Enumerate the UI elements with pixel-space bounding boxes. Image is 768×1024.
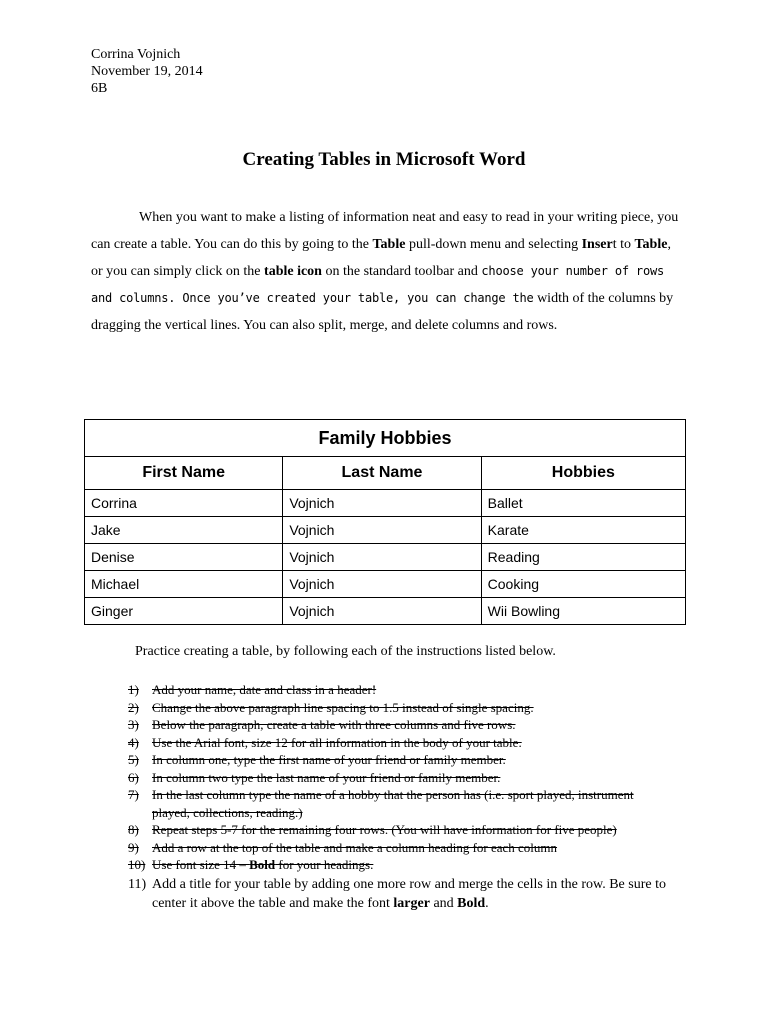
- step-text: Change the above paragraph line spacing to 1.5 instead of single spacing.: [152, 699, 534, 715]
- paragraph-text: pull-down menu and selecting: [405, 237, 582, 252]
- table-row: [85, 544, 686, 571]
- paragraph-text-alt-font: choose your number of rows and columns. Once you’ve created your table, you can change the: [91, 264, 665, 305]
- list-item: [128, 875, 668, 913]
- step-text-part: Use font size 14 –: [152, 857, 250, 872]
- list-item: [128, 681, 668, 699]
- list-item: [128, 839, 668, 857]
- document-date: November 19, 2014: [91, 64, 203, 79]
- paragraph-bold: Table: [372, 237, 406, 252]
- paragraph-text: t to: [612, 237, 635, 252]
- paragraph-bold: table icon: [264, 264, 322, 279]
- table-cell: Corrina: [85, 490, 283, 517]
- step-number: 1): [128, 682, 139, 697]
- instructions-intro: Practice creating a table, by following each of the instructions listed below.: [135, 644, 556, 659]
- step-text: Add a row at the top of the table and make a column heading for each column: [152, 839, 558, 855]
- step-text-bold: Bold: [457, 895, 486, 911]
- step-text: Add your name, date and class in a header!: [152, 682, 377, 697]
- list-item: [128, 751, 668, 769]
- page-title: Creating Tables in Microsoft Word: [242, 149, 526, 170]
- column-header-first-name: First Name: [85, 457, 283, 490]
- step-number: 2): [128, 699, 139, 715]
- step-text-part: and: [429, 895, 458, 911]
- step-text-part: .: [485, 895, 489, 911]
- step-number: 6): [128, 769, 139, 785]
- paragraph-text: , or you can simply click on the: [91, 237, 671, 279]
- document-header: [91, 46, 203, 97]
- step-text-part: Add a title for your table by adding one more row and merge the cells in the row. Be sure to center it above the table and make the font: [152, 876, 666, 911]
- table-cell: Michael: [85, 571, 283, 598]
- step-text: [152, 875, 668, 913]
- table-row: [85, 490, 686, 517]
- paragraph-text: When you want to make a listing of information neat and easy to read in your writing piece, you can create a table. You can do this by going to the: [91, 210, 679, 252]
- step-number: 10): [128, 857, 146, 872]
- table-cell: Karate: [481, 517, 685, 544]
- step-text: Repeat steps 5-7 for the remaining four rows. (You will have information for five people): [152, 822, 617, 837]
- table-cell: Denise: [85, 544, 283, 571]
- step-text: In column one, type the first name of your friend or family member.: [152, 752, 506, 767]
- paragraph-text: on the standard toolbar and: [321, 264, 482, 279]
- table-row: [85, 598, 686, 625]
- step-number: 3): [128, 717, 139, 732]
- table-cell: Jake: [85, 517, 283, 544]
- table-cell: Cooking: [481, 571, 685, 598]
- table-cell: Wii Bowling: [481, 598, 685, 625]
- column-header-last-name: Last Name: [283, 457, 481, 490]
- table-header-row: [85, 457, 686, 490]
- step-number: 7): [128, 787, 139, 802]
- family-hobbies-table: [84, 419, 686, 625]
- list-item: [128, 769, 668, 787]
- table-cell: Vojnich: [283, 490, 481, 517]
- list-item: [128, 786, 668, 821]
- author-name: Corrina Vojnich: [91, 47, 181, 62]
- list-item: [128, 699, 668, 717]
- list-item: [128, 856, 668, 874]
- table-row: [85, 571, 686, 598]
- step-text: In the last column type the name of a hobby that the person has (i.e. sport played, instrument played, collections, reading.): [152, 787, 634, 820]
- table-cell: Ballet: [481, 490, 685, 517]
- class-label: 6B: [91, 81, 108, 96]
- step-text-bold: larger: [393, 895, 430, 911]
- table-row: [85, 517, 686, 544]
- list-item: [128, 716, 668, 734]
- step-text: [152, 856, 668, 874]
- table-cell: Reading: [481, 544, 685, 571]
- table-cell: Vojnich: [283, 544, 481, 571]
- instruction-list: [128, 681, 668, 913]
- step-text: Use the Arial font, size 12 for all information in the body of your table.: [152, 734, 522, 750]
- step-text: In column two type the last name of your friend or family member.: [152, 769, 501, 785]
- table-cell: Vojnich: [283, 598, 481, 625]
- list-item: [128, 734, 668, 752]
- column-header-hobbies: Hobbies: [481, 457, 685, 490]
- list-item: [128, 821, 668, 839]
- step-number: 8): [128, 822, 139, 837]
- table-cell: Vojnich: [283, 517, 481, 544]
- table-cell: Ginger: [85, 598, 283, 625]
- table-title: Family Hobbies: [85, 420, 686, 457]
- step-number: 11): [128, 876, 147, 892]
- step-text-part: for your headings.: [275, 857, 374, 872]
- table-cell: Vojnich: [283, 571, 481, 598]
- intro-paragraph: [91, 204, 681, 339]
- step-number: 4): [128, 734, 139, 750]
- paragraph-bold: Inser: [581, 237, 613, 252]
- step-text: Below the paragraph, create a table with three columns and five rows.: [152, 717, 516, 732]
- paragraph-bold: Table: [634, 237, 668, 252]
- step-text-bold: Bold: [249, 857, 276, 872]
- step-number: 9): [128, 839, 139, 855]
- paragraph-text: width of the columns by dragging the vertical lines. You can also split, merge, and delete columns and rows.: [91, 291, 674, 333]
- step-number: 5): [128, 752, 139, 767]
